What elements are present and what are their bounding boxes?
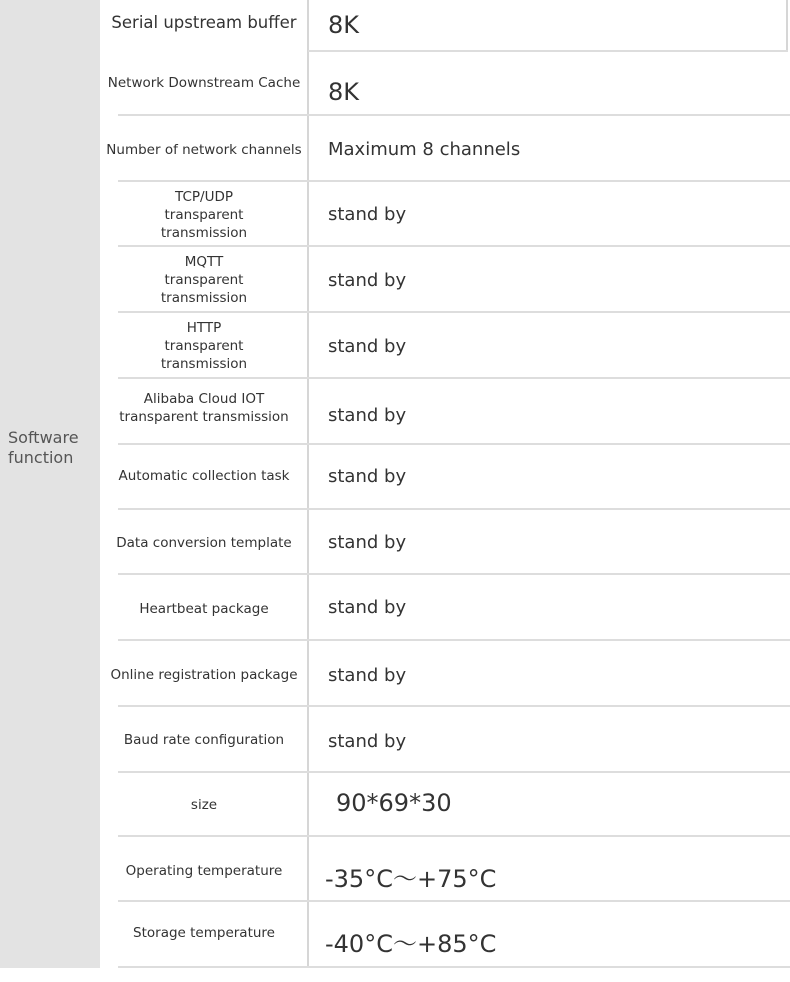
spec-value: stand by [328,335,407,357]
spec-label: Operating temperature [125,863,283,879]
column-divider [307,0,309,968]
spec-value: stand by [328,664,407,686]
spec-label: Heartbeat package [139,601,269,617]
spec-value: 90*69*30 [336,789,452,817]
spec-label: Storage temperature [133,925,275,941]
spec-label: Data conversion template [116,534,292,551]
table-right-border [786,0,788,50]
spec-label: Online registration package [110,667,298,683]
row-divider [308,50,788,52]
spec-value: -40°C～+85°C [325,929,497,958]
spec-label: Network Downstream Cache [107,74,301,91]
spec-value: stand by [328,596,407,618]
spec-label: Alibaba Cloud IOT transparent transmission [119,391,289,425]
spec-value: stand by [328,532,407,553]
spec-label: size [190,797,218,813]
spec-value: -35°C～+75°C [325,864,497,893]
spec-value: stand by [328,730,407,752]
spec-label: Automatic collection task [118,468,290,484]
spec-label: Baud rate configuration [123,732,285,748]
spec-label: Number of network channels [106,141,302,158]
spec-label: Serial upstream buffer [111,12,297,32]
spec-value: stand by [328,404,407,426]
spec-label: MQTT transparent transmission [160,254,248,306]
spec-value: stand by [328,465,407,487]
category-column [0,0,100,968]
spec-value: 8K [328,77,360,106]
spec-label: HTTP transparent transmission [160,320,248,372]
spec-value: Maximum 8 channels [328,139,521,160]
spec-label: TCP/UDP transparent transmission [160,188,248,241]
spec-value: stand by [328,204,407,225]
spec-value: stand by [328,269,407,291]
spec-value: 8K [328,11,360,39]
section-label: Software function [8,428,79,467]
